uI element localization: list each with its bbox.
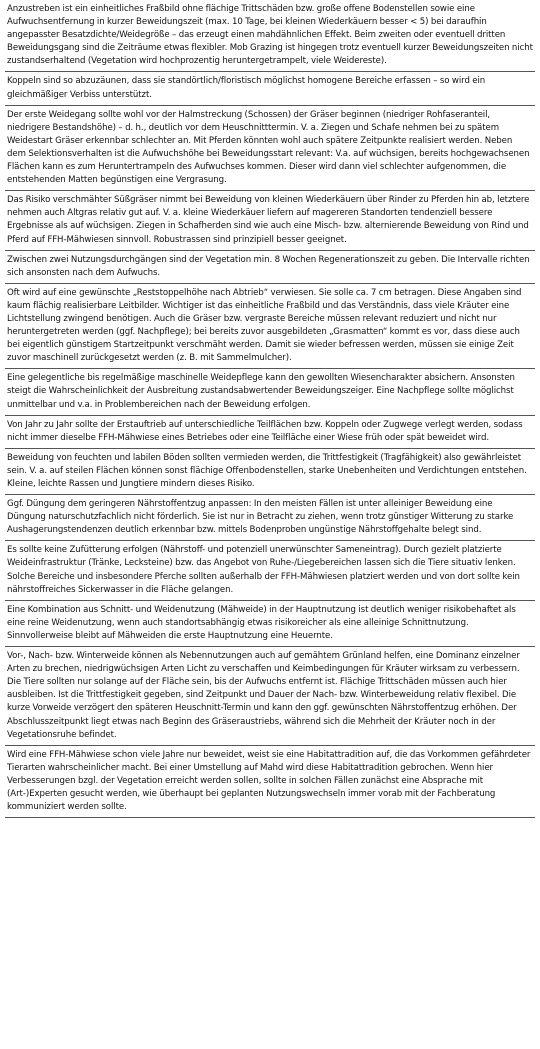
paragraph-text: Zwischen zwei Nutzungsdurchgängen sind der Vegetation min. 8 Wochen Regenerationszeit zu geben. Die Intervalle richten sich ansonsten nach dem Aufwuchs.	[7, 254, 530, 278]
paragraph-text: Anzustreben ist ein einheitliches Fraßbild ohne flächige Trittschäden bzw. große offene Bodenstellen sowie eine Aufwuchsentfernung in kurzer Beweidungszeit (max. 10 Tage, bei kleinen Wiederkäuern besser < 5) bei daraufhin angepasster Besatzdichte/Weidegröße – das erzeugt einen mahdähnlichen Effekt. Beim zweiten oder eventuell dritten Beweidungsgang sind die Zeiträume etwas flexibler. Mob Grazing ist hingegen trotz eventuell kurzer Beweidungszeiten nicht zustandserhaltend (Vegetation wird hochprozentig heruntergetrampelt, viele Weidereste).	[7, 4, 533, 67]
paragraph-text: Der erste Weidegang sollte wohl vor der Halmstreckung (Schossen) der Gräser beginnen (niedriger Rohfaseranteil, niedrigere Bestandshöhe) – d. h., deutlich vor dem Heuschnitttermin. V. a. Ziegen und Schafe nehmen bei zu spätem Weidestart Gräser erkennbar schlechter an. Mit Pferden könnten wohl auch spätere Zeitpunkte realisiert werden. Neben dem Selektionsverhalten ist die Aufwuchshöhe bei Beweidungsstart relevant: V.a. auf wüchsigen, bereits hochgewachsenen Flächen kann es zum Heruntertrampeln des Aufwuchses kommen. Dieser wird dann viel schlechter aufgenommen, die entstehenden Matten begünstigen eine Vergrasung.	[7, 109, 530, 186]
paragraph-text: Das Risiko verschmähter Süßgräser nimmt bei Beweidung von kleinen Wiederkäuern über Rinder zu Pferden hin ab, letztere nehmen auch Altgras relativ gut auf. V. a. kleine Wiederkäuer liefern auf magereren Standorten tendenziell bessere Ergebnisse als auf wüchsigen. Ziegen in Schafherden sind wie auch eine Misch- bzw. alternierende Beweidung von Rind und Pferd auf FFH-Mähwiesen sinnvoll. Robustrassen sind prinzipiell besser geeignet.	[7, 195, 530, 245]
paragraph-text: Koppeln sind so abzuzäunen, dass sie standörtlich/floristisch möglichst homogene Bereiche erfassen – so wird ein gleichmäßiger Verbiss unterstützt.	[7, 76, 486, 100]
paragraph-12	[5, 601, 535, 647]
paragraph-4	[5, 191, 535, 250]
paragraph-5	[5, 251, 535, 284]
paragraph-text: Es sollte keine Zufütterung erfolgen (Nährstoff- und potenziell unerwünschter Sameneintrag). Durch gezielt platzierte Weideinfrastruktur (Tränke, Lecksteine) bzw. das Angebot von Ruhe-/Liegebereichen lassen sich die Tiere situativ lenken. Solche Bereiche und insbesondere Pferche sollten außerhalb der FFH-Mähwiesen platziert werden und von dort sollte kein nährstoffreiches Sickerwasser in die Fläche gelangen.	[7, 545, 520, 595]
paragraph-10	[5, 495, 535, 541]
paragraph-7	[5, 369, 535, 415]
paragraph-text: Wird eine FFH-Mähwiese schon viele Jahre nur beweidet, weist sie eine Habitattradition auf, die das Vorkommen gefährdeter Tierarten wahrscheinlicher macht. Bei einer Umstellung auf Mahd wird diese Habitattradition gebrochen. Wenn hier Verbesserungen bzgl. der Vegetation erreicht werden sollen, sollte in solchen Fällen zunächst eine Absprache mit (Art-)Experten gesucht werden, wie überhaupt bei geplanten Nutzungswechseln immer vorab mit der Fachberatung kommuniziert werden sollte.	[7, 749, 531, 813]
paragraph-text: Ggf. Düngung dem geringeren Nährstoffentzug anpassen: In den meisten Fällen ist unter alleiniger Beweidung eine Düngung naturschutzfachlich nicht förderlich. Sie ist nur in Betracht zu ziehen, wenn trotz günstiger Witterung zu starke Aushagerungstendenzen deutlich erkennbar bzw. mittels Bodenproben ungünstige Nährstoffgehalte belegt sind.	[7, 499, 514, 536]
paragraph-9	[5, 449, 535, 495]
paragraph-text: Vor-, Nach- bzw. Winterweide können als Nebennutzungen auch auf gemähtem Grünland helfen, eine Dominanz einzelner Arten zu brechen, niedrigwüchsigen Arten Licht zu verschaffen und Keimbedingungen für Kräuter wirksam zu verbessern. Die Tiere sollten nur solange auf der Fläche sein, bis der Aufwuchs entfernt ist. Flächige Trittschäden müssen auch hier ausbleiben. Ist die Trittfestigkeit gegeben, sind Zeitpunkt und Dauer der Nach- bzw. Winterbeweidung relativ flexibel. Die kurze Vorweide verzögert den späteren Heuschnitt-Termin und kann den ggf. gewünschten Nährstoffentzug erhöhen. Der Abschlusszeitpunkt liegt etwas nach Beginn des Gräseraustriebs, während sich die Mehrheit der Kräuter noch in der Vegetationsruhe befindet.	[7, 651, 520, 740]
paragraph-13	[5, 647, 535, 746]
paragraph-11	[5, 541, 535, 600]
paragraph-2	[5, 72, 535, 105]
paragraph-text: Von Jahr zu Jahr sollte der Erstauftrieb auf unterschiedliche Teilflächen bzw. Koppeln oder Zugwege verlegt werden, sodass nicht immer dieselbe FFH-Mähwiese eines Betriebes oder eine Teilfläche einer Wiese früh oder spät beweidet wird.	[7, 419, 523, 443]
paragraph-text: Beweidung von feuchten und labilen Böden sollten vermieden werden, die Trittfestigkeit (Tragfähigkeit) also gewährleistet sein. V. a. auf steilen Flächen können sonst flächige Offenbodenstellen, starke Unebenheiten und Verdichtungen entstehen. Kleine, leichte Rassen und Jungtiere mindern dieses Risiko.	[7, 452, 527, 489]
paragraph-text: Eine gelegentliche bis regelmäßige maschinelle Weidepflege kann den gewollten Wiesencharakter absichern. Ansonsten steigt die Wahrscheinlichkeit der Ausbreitung zustandsabwertender Beweidungszeiger. Eine Nachpflege sollte möglichst unmittelbar und v.a. in Problembereichen nach der Beweidung erfolgen.	[7, 373, 515, 410]
paragraph-8	[5, 416, 535, 449]
paragraph-text: Oft wird auf eine gewünschte „Reststoppelhöhe nach Abtrieb“ verwiesen. Sie solle ca. 7 cm betragen. Diese Angaben sind kaum flächig realisierbare Leitbilder. Wichtiger ist das einheitliche Fraßbild und das Verständnis, dass viele Kräuter eine Lichtstellung zwingend benötigen. Auch die Gräser bzw. vergraste Bereiche müssen relevant reduziert und nicht nur heruntergetreten werden (ggf. Nachpflege); bei bereits zuvor ausgebildeten „Grasmatten“ kommt es vor, dass diese auch bei eigentlich günstigem Startzeitpunkt verschmäht werden. Damit sie wieder befressen werden, müssen sie einige Zeit zuvor maschinell zurückgesetzt werden (z. B. mit Sammelmulcher).	[7, 287, 522, 364]
paragraph-1	[5, 3, 535, 72]
paragraph-14	[5, 746, 535, 818]
paragraph-3	[5, 106, 535, 192]
paragraph-text: Eine Kombination aus Schnitt- und Weidenutzung (Mähweide) in der Hauptnutzung ist deutlich weniger risikobehaftet als eine reine Weidenutzung, wenn auch standortsabhängig etwas risikoreicher als eine alleinige Schnittnutzung. Sinnvollerweise bleibt auf Mähweiden die erste Hauptnutzung eine Heuernte.	[7, 604, 516, 641]
paragraph-6	[5, 284, 535, 370]
